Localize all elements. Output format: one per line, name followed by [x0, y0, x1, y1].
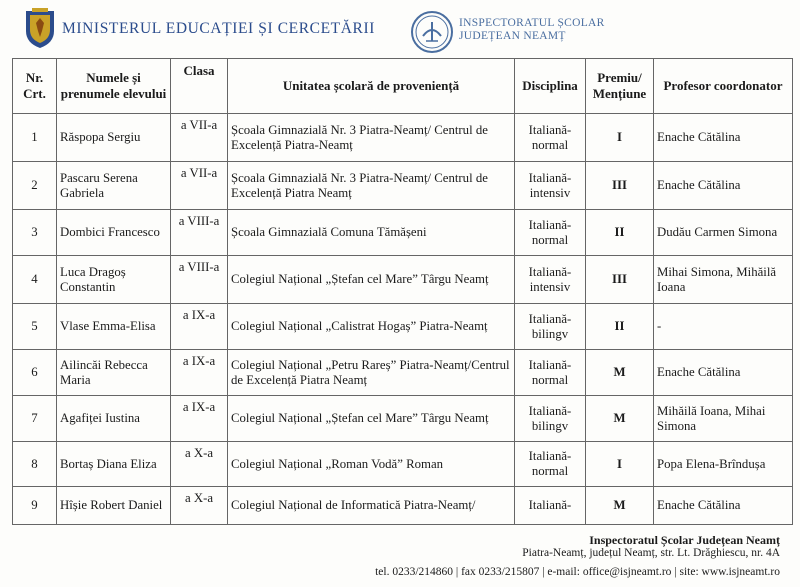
- cell-premiu: III: [586, 162, 654, 210]
- cell-unitate: Colegiul Național „Petru Rareș” Piatra-Neamț/Centrul de Excelență Piatra Neamț: [228, 350, 515, 396]
- cell-disciplina: Italiană-intensiv: [515, 256, 586, 304]
- cell-unitate: Școala Gimnazială Nr. 3 Piatra-Neamț/ Centrul de Excelență Piatra Neamț: [228, 162, 515, 210]
- cell-clasa: a VIII-a: [171, 256, 228, 304]
- table-row: [13, 350, 793, 396]
- cell-nr: 7: [13, 396, 57, 442]
- isj-title-line2: JUDEȚEAN NEAMȚ: [459, 30, 566, 42]
- cell-nr: 6: [13, 350, 57, 396]
- isj-logo-icon: [410, 10, 454, 54]
- cell-nr: 8: [13, 442, 57, 487]
- cell-clasa: a VIII-a: [171, 210, 228, 256]
- cell-name: Vlase Emma-Elisa: [57, 304, 171, 350]
- cell-profesor: Enache Cătălina: [654, 350, 793, 396]
- table-row: [13, 162, 793, 210]
- table-row: [13, 396, 793, 442]
- cell-nr: 2: [13, 162, 57, 210]
- cell-disciplina: Italiană-normal: [515, 210, 586, 256]
- results-table: [12, 58, 793, 525]
- cell-profesor: Enache Cătălina: [654, 114, 793, 162]
- table-row: [13, 114, 793, 162]
- table-row: [13, 256, 793, 304]
- letterhead: [0, 0, 800, 58]
- header-premiu: Premiu/ Mențiune: [586, 59, 654, 114]
- cell-profesor: Mihai Simona, Mihăilă Ioana: [654, 256, 793, 304]
- table-row: [13, 210, 793, 256]
- cell-unitate: Colegiul Național „Ștefan cel Mare” Târgu Neamț: [228, 256, 515, 304]
- footer-title: Inspectoratul Școlar Județean Neamț: [589, 533, 780, 547]
- cell-name: Răspopa Sergiu: [57, 114, 171, 162]
- cell-nr: 9: [13, 487, 57, 525]
- cell-name: Dombici Francesco: [57, 210, 171, 256]
- cell-premiu: II: [586, 210, 654, 256]
- header-disciplina: Disciplina: [515, 59, 586, 114]
- cell-unitate: Școala Gimnazială Nr. 3 Piatra-Neamț/ Centrul de Excelență Piatra-Neamț: [228, 114, 515, 162]
- cell-clasa: a VII-a: [171, 162, 228, 210]
- cell-disciplina: Italiană-: [515, 487, 586, 525]
- page-footer: [340, 533, 780, 578]
- cell-premiu: III: [586, 256, 654, 304]
- cell-nr: 5: [13, 304, 57, 350]
- table-row: [13, 442, 793, 487]
- cell-name: Hîșie Robert Daniel: [57, 487, 171, 525]
- header-profesor: Profesor coordonator: [654, 59, 793, 114]
- cell-unitate: Colegiul Național „Ștefan cel Mare” Târgu Neamț: [228, 396, 515, 442]
- cell-premiu: I: [586, 442, 654, 487]
- cell-profesor: Enache Cătălina: [654, 162, 793, 210]
- cell-name: Luca Dragoș Constantin: [57, 256, 171, 304]
- isj-title: [459, 17, 605, 43]
- cell-disciplina: Italiană-intensiv: [515, 162, 586, 210]
- cell-profesor: Popa Elena-Brîndușa: [654, 442, 793, 487]
- cell-clasa: a VII-a: [171, 114, 228, 162]
- cell-name: Ailincăi Rebecca Maria: [57, 350, 171, 396]
- header-clasa: Clasa: [171, 59, 228, 114]
- cell-name: Bortaș Diana Eliza: [57, 442, 171, 487]
- cell-clasa: a X-a: [171, 442, 228, 487]
- cell-unitate: Colegiul Național „Roman Vodă” Roman: [228, 442, 515, 487]
- cell-name: Agafiței Iustina: [57, 396, 171, 442]
- table-row: [13, 487, 793, 525]
- cell-disciplina: Italiană-bilingv: [515, 396, 586, 442]
- header-unitate: Unitatea școlară de proveniență: [228, 59, 515, 114]
- footer-contact: tel. 0233/214860 | fax 0233/215807 | e-mail: office@isjneamt.ro | site: www.isjneamt.ro: [375, 566, 780, 578]
- cell-disciplina: Italiană-normal: [515, 442, 586, 487]
- cell-disciplina: Italiană-bilingv: [515, 304, 586, 350]
- cell-profesor: Enache Cătălina: [654, 487, 793, 525]
- cell-premiu: I: [586, 114, 654, 162]
- cell-disciplina: Italiană-normal: [515, 114, 586, 162]
- cell-profesor: -: [654, 304, 793, 350]
- cell-premiu: II: [586, 304, 654, 350]
- cell-clasa: a IX-a: [171, 350, 228, 396]
- cell-nr: 1: [13, 114, 57, 162]
- cell-unitate: Colegiul Național „Calistrat Hogaș” Piatra-Neamț: [228, 304, 515, 350]
- table-row: [13, 304, 793, 350]
- header-name: Numele și prenumele elevului: [57, 59, 171, 114]
- cell-premiu: M: [586, 350, 654, 396]
- cell-nr: 3: [13, 210, 57, 256]
- cell-clasa: a IX-a: [171, 396, 228, 442]
- cell-clasa: a IX-a: [171, 304, 228, 350]
- cell-disciplina: Italiană-normal: [515, 350, 586, 396]
- cell-unitate: Colegiul Național de Informatică Piatra-Neamț/: [228, 487, 515, 525]
- cell-profesor: Dudău Carmen Simona: [654, 210, 793, 256]
- table-header-row: [13, 59, 793, 114]
- cell-premiu: M: [586, 396, 654, 442]
- cell-profesor: Mihăilă Ioana, Mihai Simona: [654, 396, 793, 442]
- footer-address: Piatra-Neamț, județul Neamț, str. Lt. Drăghiescu, nr. 4A: [522, 547, 780, 559]
- cell-clasa: a X-a: [171, 487, 228, 525]
- cell-premiu: M: [586, 487, 654, 525]
- isj-title-line1: INSPECTORATUL ȘCOLAR: [459, 17, 605, 29]
- cell-nr: 4: [13, 256, 57, 304]
- cell-unitate: Școala Gimnazială Comuna Tămășeni: [228, 210, 515, 256]
- header-nr: Nr. Crt.: [13, 59, 57, 114]
- cell-name: Pascaru Serena Gabriela: [57, 162, 171, 210]
- romania-crest-icon: [24, 7, 56, 49]
- ministry-title: MINISTERUL EDUCAȚIEI ȘI CERCETĂRII: [62, 20, 376, 37]
